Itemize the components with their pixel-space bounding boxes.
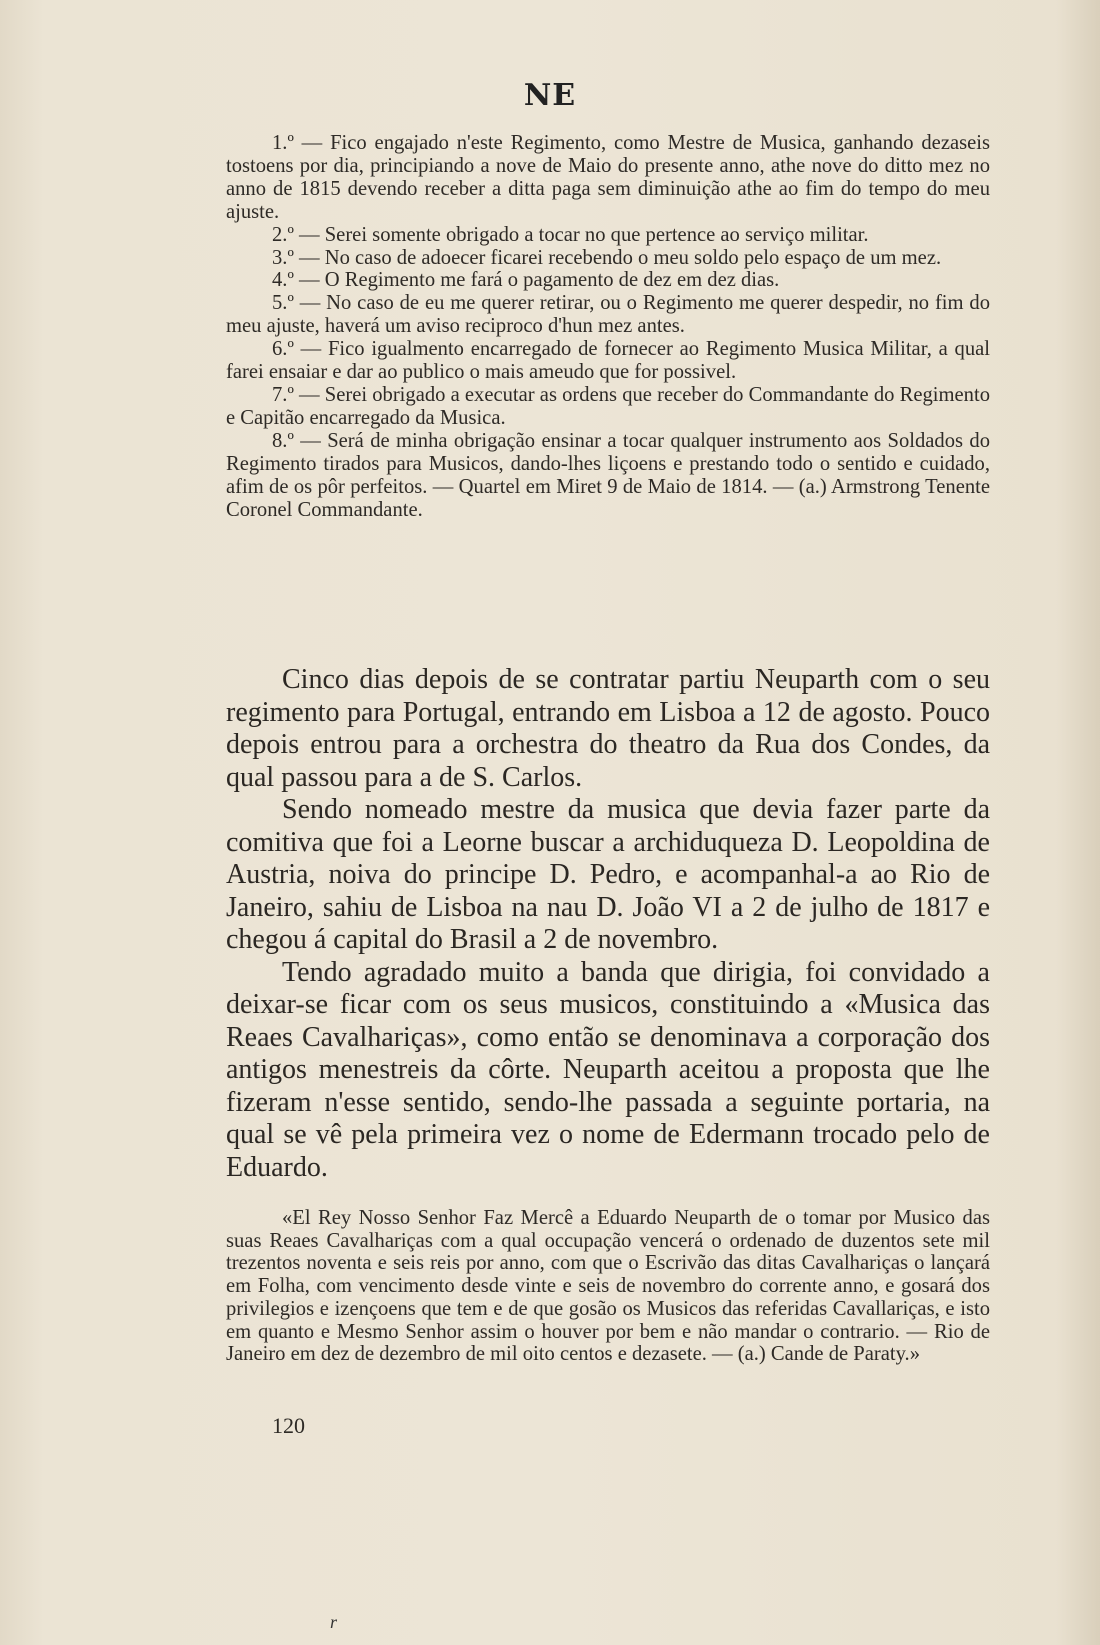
portaria-quote [226, 1207, 990, 1366]
body-paragraph-2: Sendo nomeado mestre da musica que devia fazer parte da comitiva que foi a Leorne buscar a archiduqueza D. Leopoldina de Austria, noiva do principe D. Pedro, e acompanhal-a ao Rio de Janeiro, sahiu de Lisboa na nau D. João VI a 2 de julho de 1817 e chegou á capital do Brasil a 2 de novembro. [226, 794, 990, 955]
contract-clauses [226, 132, 990, 521]
clause-7: 7.º — Serei obrigado a executar as ordens que receber do Commandante do Regimento e Capitão encarregado da Musica. [226, 383, 990, 429]
running-header: NE [523, 78, 577, 113]
clause-2: 2.º — Serei somente obrigado a tocar no que pertence ao serviço militar. [272, 223, 869, 246]
page-number: 120 [272, 1413, 305, 1438]
footer-mark: r [330, 1612, 338, 1632]
quote-text: «El Rey Nosso Senhor Faz Mercê a Eduardo Neuparth de o tomar por Musico das suas Reaes Cavalhariças com a qual occupação vencerá o ordenado de duzentos sete mil trezentos noventa e seis reis por anno, com que o Escrivão das ditas Cavalhariças o lançará em Folha, com vencimento desde vinte e seis de novembro do corrente anno, e gosará dos privilegios e izençoens que tem e de que gosão os Musicos das referidas Cavallariças, e isto em quanto e Mesmo Senhor assim o houver por bem e não mandar o contrario. — Rio de Janeiro em dez de dezembro de mil oito centos e dezasete. — (a.) Cande de Paraty.» [226, 1207, 990, 1366]
clause-3: 3.º — No caso de adoecer ficarei recebendo o meu soldo pelo espaço de um mez. [272, 246, 942, 269]
clause-4: 4.º — O Regimento me fará o pagamento de dez em dez dias. [272, 269, 780, 292]
clause-1: 1.º — Fico engajado n'este Regimento, como Mestre de Musica, ganhando dezaseis tostoens por dia, principiando a nove de Maio do presente anno, athe nove do ditto mez no anno de 1815 devendo receber a ditta paga sem diminuição athe ao fim do tempo do meu ajuste. [226, 132, 990, 223]
body-text [226, 664, 990, 1184]
clause-6: 6.º — Fico igualmento encarregado de fornecer ao Regimento Musica Militar, a qual farei ensaiar e dar ao publico o mais ameudo que for possivel. [226, 338, 990, 384]
body-paragraph-1: Cinco dias depois de se contratar partiu Neuparth com o seu regimento para Portugal, entrando em Lisboa a 12 de agosto. Pouco depois entrou para a orchestra do theatro da Rua dos Condes, da qual passou para a de S. Carlos. [226, 664, 990, 793]
clause-5: 5.º — No caso de eu me querer retirar, ou o Regimento me querer despedir, no fim do meu ajuste, haverá um aviso reciproco d'hun mez antes. [226, 292, 990, 338]
clause-8: 8.º — Será de minha obrigação ensinar a tocar qualquer instrumento aos Soldados do Regimento tirados para Musicos, dando-lhes liçoens e prestando todo o sentido e cuidado, afim de os pôr perfeitos. — Quartel em Miret 9 de Maio de 1814. — (a.) Armstrong Tenente Coronel Commandante. [226, 429, 990, 521]
body-paragraph-3: Tendo agradado muito a banda que dirigia, foi convidado a deixar-se ficar com os seus musicos, constituindo a «Musica das Reaes Cavalhariças», como então se denominava a corporação dos antigos menestreis da côrte. Neuparth aceitou a proposta que lhe fizeram n'esse sentido, sendo-lhe passada a seguinte portaria, na qual se vê pela primeira vez o nome de Edermann trocado pelo de Eduardo. [226, 956, 990, 1183]
